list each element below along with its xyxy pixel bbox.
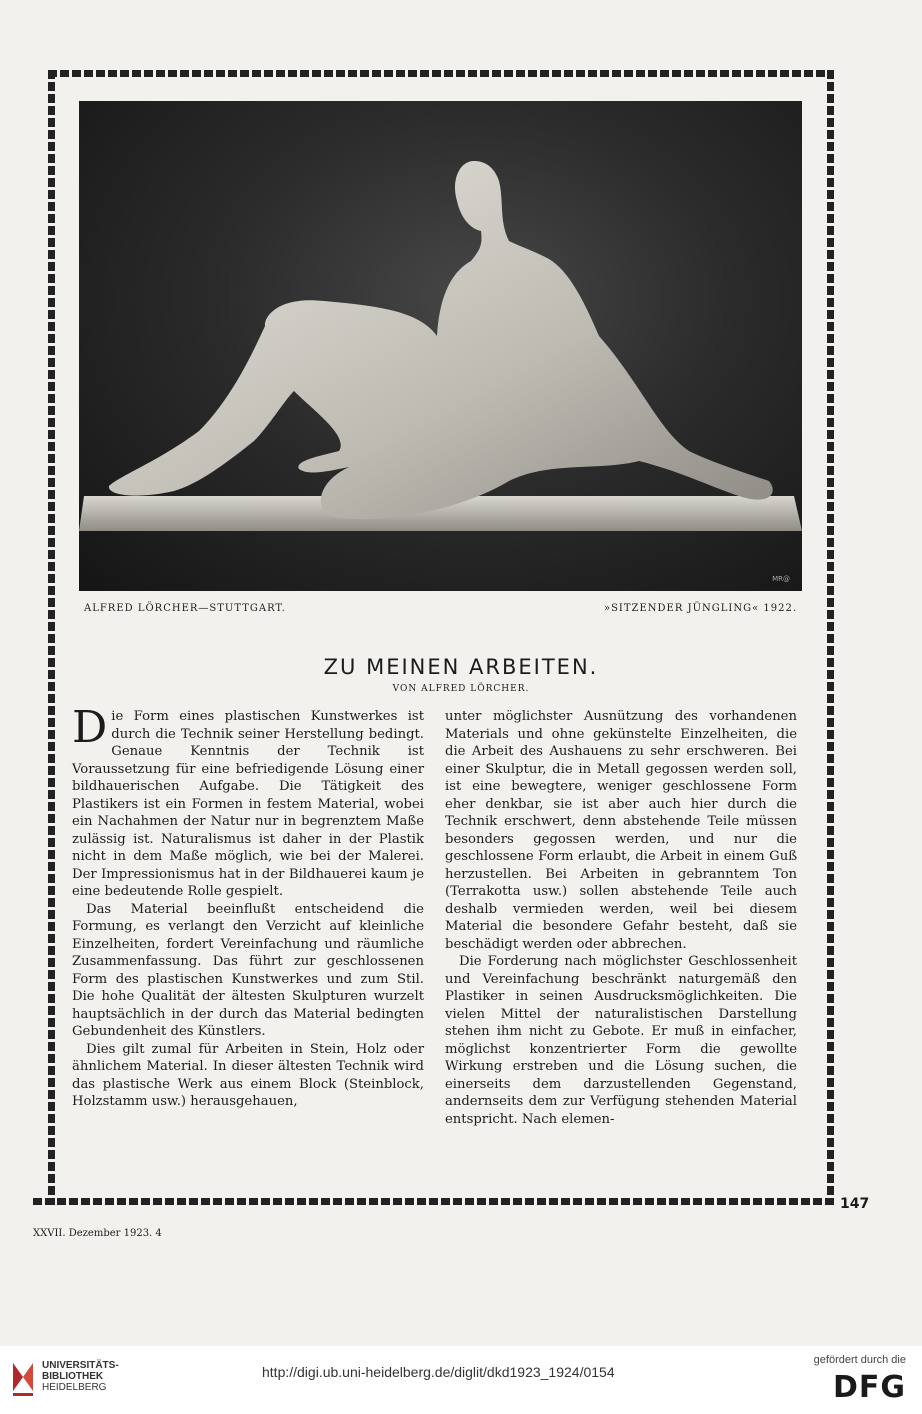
paragraph: unter möglichster Ausnützung des vorhandenen Materials und ohne gekünstelte Einzelheiten, die die Arbeit des Aushauens zu sehr erschweren. Bei einer Skulptur, die in Metall gegossen werden soll, ist eine bewegtere, weniger geschlossene Form eher denkbar, sie ist aber auch hier durch die Technik erschwert, denn abstehende Teile müssen besonders gegossen werden, und nur die geschlossene Form erlaubt, die Arbeit in einem Guß herzustellen. Bei Arbeiten in gebranntem Ton (Terrakotta usw.) sollen abstehende Teile auch deshalb vermieden werden, weil bei diesem Material die besondere Gefahr besteht, daß sie beschädigt werden oder abbrechen. xyxy=(445,709,797,952)
photo-signature: MR@ xyxy=(772,575,790,583)
paragraph: Die Forderung nach möglichster Geschlossenheit und Vereinfachung beschränkt naturgemäß den Plastiker in seinen Ausdrucksmöglichkeiten. Die vielen Mittel der naturalistischen Darstellung stehen ihm nicht zu Gebote. Er muß in einfacher, möglichst konzentrierter Form die gewollte Wirkung erstreben und die Lösung suchen, die einerseits dem darzustellenden Gegenstand, andernseits dem zur Verfügung stehenden Material entspricht. Nach elemen- xyxy=(445,954,797,1127)
sculpture-figure xyxy=(109,161,773,519)
paragraph: Das Material beeinflußt entscheidend die Formung, es verlangt den Verzicht auf kleinliche Einzelheiten, fordert Vereinfachung und räumliche Zusammenfassung. Das führt zur geschlossenen Form des plastischen Kunstwerkes und zum Stil. Die hohe Qualität der ältesten Skulpturen wurzelt hauptsächlich in der durch das Material bedingten Gebundenheit des Künstlers. xyxy=(72,901,424,1039)
footer-bar xyxy=(0,1346,922,1414)
paragraph: Dies gilt zumal für Arbeiten in Stein, Holz oder ähnlichem Material. In dieser ältesten Technik wird das plastische Werk aus einem Block (Steinblock, Holzstamm usw.) herausgehauen, xyxy=(72,1041,424,1109)
photo-caption-title: »SITZENDER JÜNGLING« 1922. xyxy=(603,603,797,614)
issue-line: XXVII. Dezember 1923. 4 xyxy=(33,1228,162,1239)
university-library-logo-icon xyxy=(10,1359,36,1399)
permalink-url[interactable]: http://digi.ub.uni-heidelberg.de/diglit/dkd1923_1924/0154 xyxy=(262,1364,615,1380)
photo-caption-artist: ALFRED LÖRCHER—STUTTGART. xyxy=(84,603,286,614)
frame-right-border xyxy=(827,70,834,1205)
article-byline: VON ALFRED LÖRCHER. xyxy=(392,684,530,694)
dfg-logo[interactable]: DFG xyxy=(832,1370,906,1405)
page-number: 147 xyxy=(840,1196,870,1212)
sculpture-photo xyxy=(79,101,802,591)
frame-left-border xyxy=(48,70,55,1205)
drop-cap: D xyxy=(72,702,108,753)
frame-bottom-border xyxy=(33,1198,834,1205)
paragraph: Die Form eines plastischen Kunstwerkes ist durch die Technik seiner Herstellung bedingt. Genaue Kenntnis der Technik ist Voraussetzung für eine befriedigende Lösung einer bildhauerischen Aufgabe. Die Tätigkeit des Plastikers ist ein Formen in festem Material, wobei ein Nachahmen der Natur nur in begrenztem Maße zulässig ist. Naturalismus ist daher in der Plastik nicht in dem Maße möglich, wie bei der Malerei. Der Impressionismus hat in der Bildhauerei kaum je eine bedeutende Rolle gespielt. xyxy=(72,702,424,899)
article-title: ZU MEINEN ARBEITEN. xyxy=(323,655,599,679)
text-column-right xyxy=(445,708,797,1128)
text-column-left xyxy=(72,702,424,1111)
university-library-name[interactable]: UNIVERSITÄTS- BIBLIOTHEK HEIDELBERG xyxy=(42,1360,119,1393)
funding-note: gefördert durch die xyxy=(813,1354,906,1366)
frame-top-border xyxy=(48,70,834,77)
